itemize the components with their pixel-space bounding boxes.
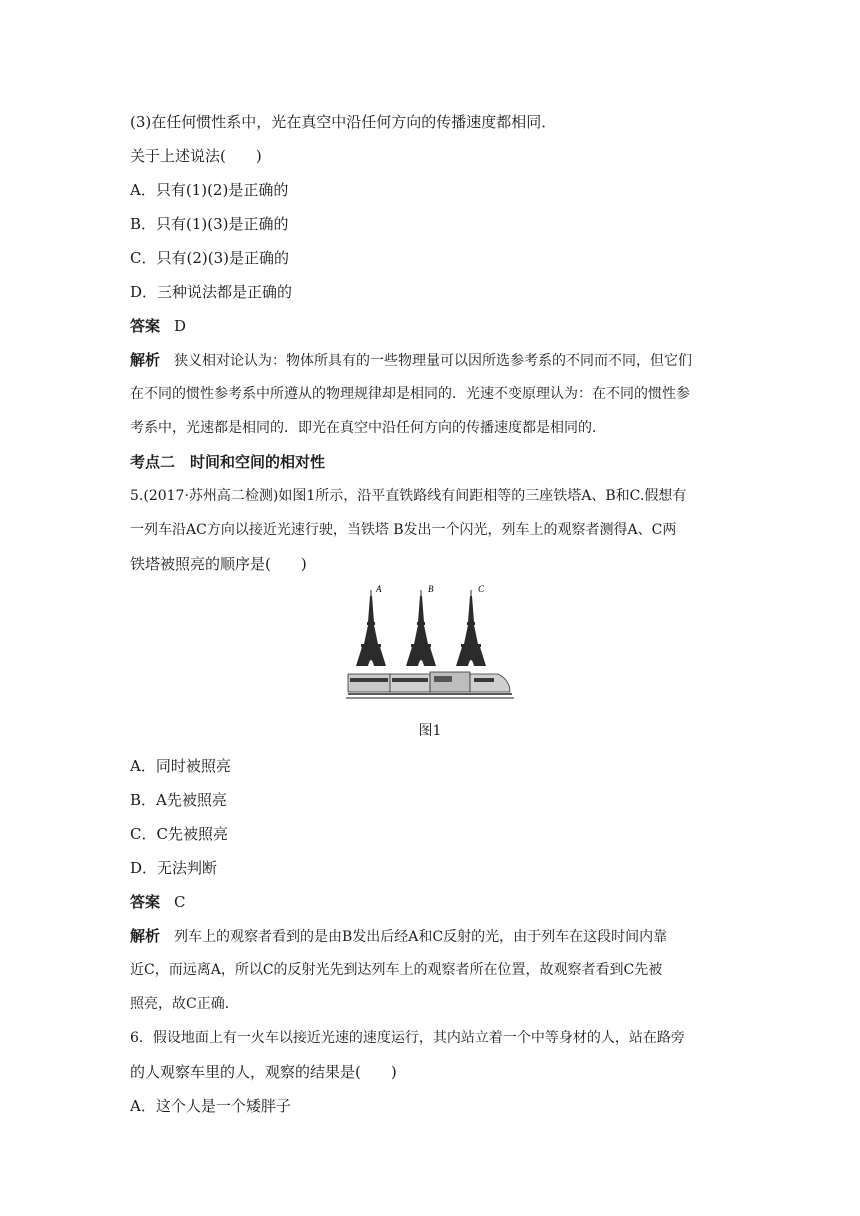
question-6-line-1: 6．假设地面上有一火车以接近光速的速度运行，其内站立着一个中等身材的人，站在路旁 [130, 1030, 685, 1046]
question-5-line-3: 铁塔被照亮的顺序是( ) [130, 555, 307, 573]
q6-option-a: A．这个人是一个矮胖子 [130, 1097, 291, 1115]
answer-value: C [174, 893, 186, 911]
answer-value: D [174, 317, 187, 335]
towers-train-figure [346, 582, 514, 706]
explanation-line-3: 考系中，光速都是相同的．即光在真空中沿任何方向的传播速度都是相同的． [130, 420, 606, 436]
explanation-label: 解析 [130, 351, 161, 369]
tower-a [356, 590, 386, 666]
question-6-line-2: 的人观察车里的人，观察的结果是( ) [130, 1063, 397, 1081]
answer-row-1 [130, 316, 186, 336]
statement-3: (3)在任何惯性系中，光在真空中沿任何方向的传播速度都相同． [130, 113, 557, 131]
question-prompt: 关于上述说法( ) [130, 147, 262, 165]
explanation-2-line-2: 近C，而远离A，所以C的反射光先到达列车上的观察者所在位置，故观察者看到C先被 [130, 962, 663, 978]
q5-option-d: D．无法判断 [130, 859, 218, 877]
explanation-line-2: 在不同的惯性参考系中所遵从的物理规律却是相同的．光速不变原理认为：在不同的惯性参 [130, 386, 690, 402]
option-b: B．只有(1)(3)是正确的 [130, 215, 289, 233]
option-a: A．只有(1)(2)是正确的 [130, 181, 289, 199]
section-heading: 考点二 时间和空间的相对性 [130, 453, 326, 471]
tower-b [406, 590, 436, 666]
train [346, 672, 514, 698]
explanation-text: 狭义相对论认为：物体所具有的一些物理量可以因所选参考系的不同而不同，但它们 [174, 353, 693, 369]
answer-label: 答案 [130, 893, 161, 911]
explanation-line-1 [130, 350, 692, 371]
explanation-text: 列车上的观察者看到的是由B发出后经A和C反射的光，由于列车在这段时间内靠 [174, 929, 668, 945]
tower-c [456, 590, 486, 666]
explanation-2-line-3: 照亮，故C正确． [130, 996, 239, 1012]
q5-option-b: B．A先被照亮 [130, 791, 227, 809]
tower-label-a: A [376, 584, 382, 594]
q5-option-c: C．C先被照亮 [130, 825, 228, 843]
explanation-2-line-1 [130, 926, 667, 947]
question-5-line-1: 5.(2017·苏州高二检测)如图1所示，沿平直铁路线有间距相等的三座铁塔A、B和C.假想有 [130, 488, 687, 504]
q5-option-a: A．同时被照亮 [130, 757, 231, 775]
question-5-line-2: 一列车沿AC方向以接近光速行驶，当铁塔 B发出一个闪光，列车上的观察者测得A、C两 [130, 522, 677, 538]
answer-row-2 [130, 892, 186, 912]
figure-caption: 图1 [418, 723, 442, 739]
explanation-label: 解析 [130, 927, 161, 945]
tower-label-c: C [478, 584, 485, 594]
option-d: D．三种说法都是正确的 [130, 283, 293, 301]
tower-label-b: B [428, 584, 434, 594]
option-c: C．只有(2)(3)是正确的 [130, 249, 289, 267]
answer-label: 答案 [130, 317, 161, 335]
